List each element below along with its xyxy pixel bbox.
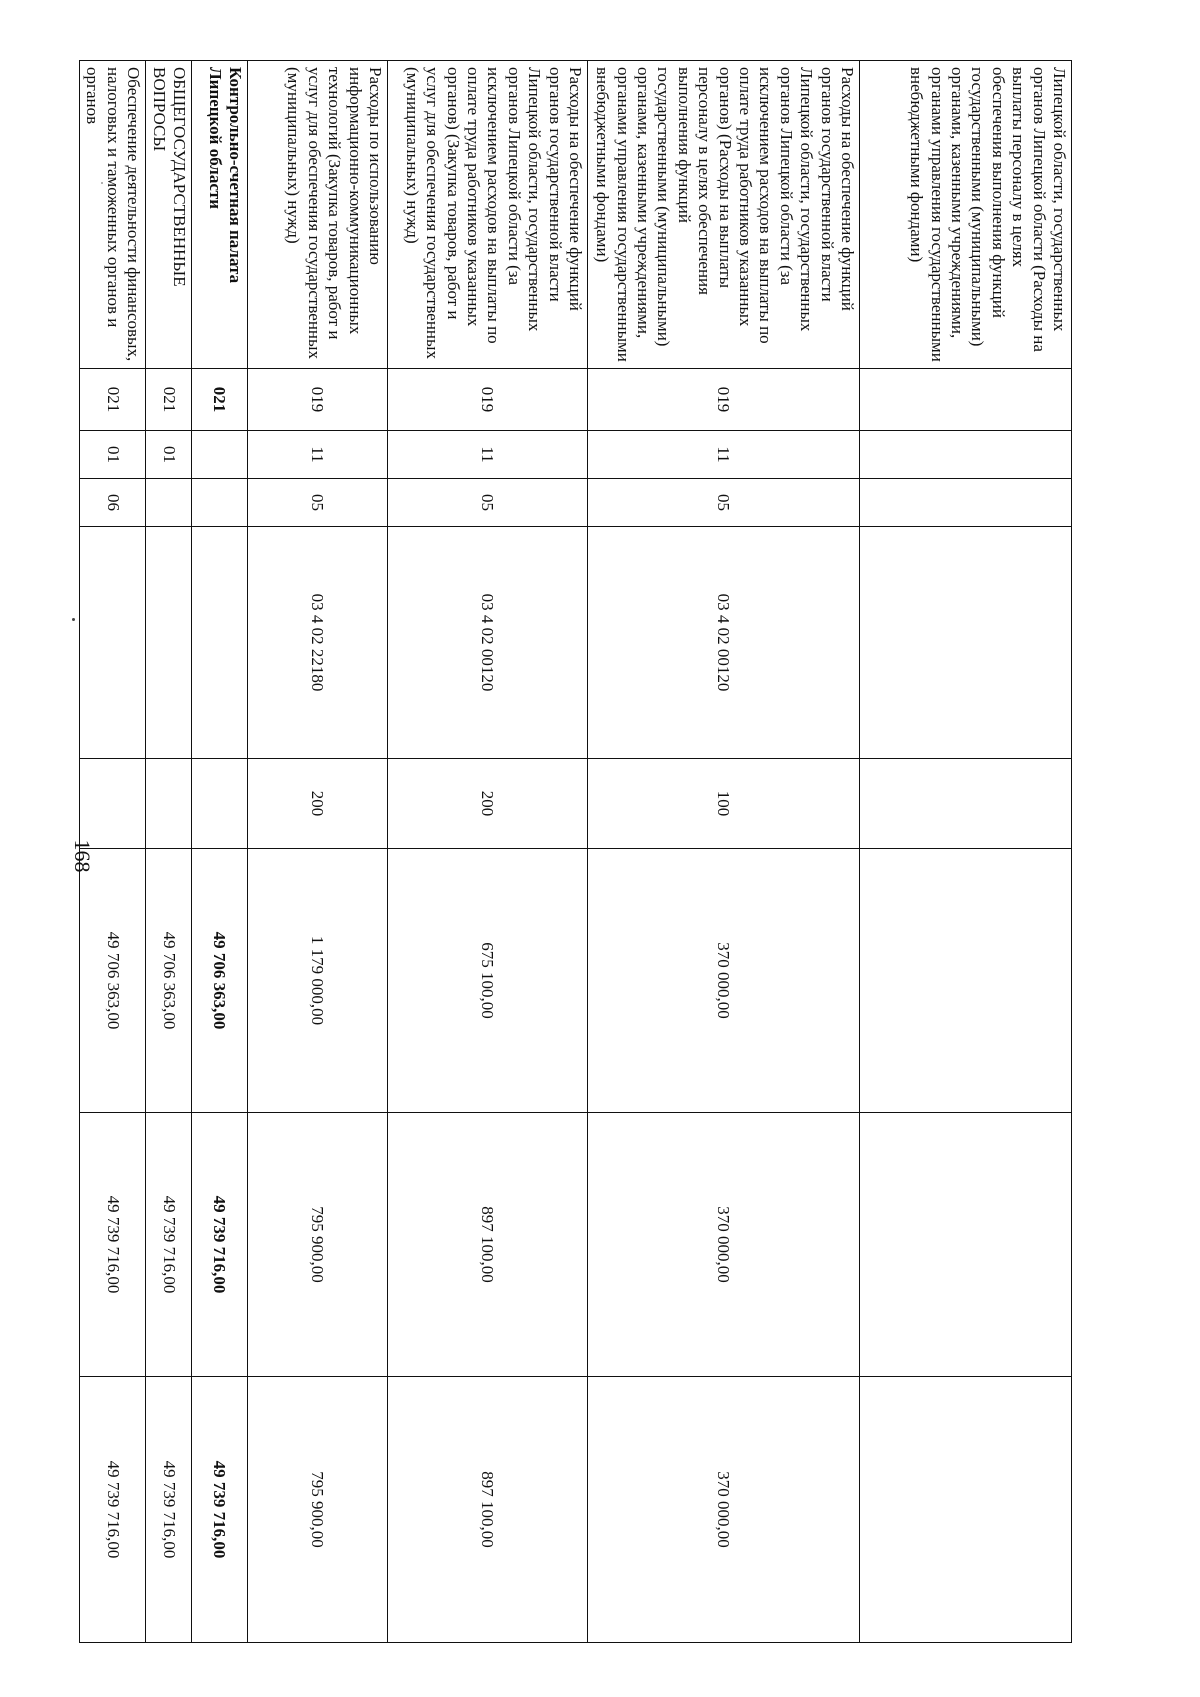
amount-year-2: 49 739 716,00 (192, 1113, 248, 1377)
row-description: Расходы на обеспечение функций органов государственной власти Липецкой области, государственных органов Липецкой области (за исключением расходов на выплаты по оплате труда работников указанных органов) (Расходы на выплаты персоналу в целях обеспечения выполнения функций государственными (муниципальными) органами, казенными учреждениями, органами управления государственными внебюджетными фондами) (588, 61, 860, 369)
amount-year-3: 795 900,00 (248, 1377, 388, 1643)
amount-year-3: 897 100,00 (388, 1377, 588, 1643)
table-body (80, 61, 1072, 1643)
target-article-code (860, 527, 1072, 759)
amount-year-1 (860, 849, 1072, 1113)
ministry-code: 021 (192, 369, 248, 431)
amount-year-3: 49 739 716,00 (146, 1377, 192, 1643)
section-code: 11 (588, 431, 860, 479)
expense-type-code: 200 (388, 759, 588, 849)
subsection-code: 05 (388, 479, 588, 527)
ministry-code: 019 (388, 369, 588, 431)
table-row (388, 61, 588, 1643)
subsection-code (860, 479, 1072, 527)
budget-table-rotated (83, 60, 1072, 1642)
subsection-code: 05 (588, 479, 860, 527)
section-code (192, 431, 248, 479)
subsection-code (146, 479, 192, 527)
expense-type-code (192, 759, 248, 849)
amount-year-3: 370 000,00 (588, 1377, 860, 1643)
section-code: 01 (146, 431, 192, 479)
budget-table (79, 60, 1072, 1643)
amount-year-1: 1 179 000,00 (248, 849, 388, 1113)
row-description: Контрольно-счетная палата Липецкой области (192, 61, 248, 369)
section-code: 11 (248, 431, 388, 479)
expense-type-code (80, 759, 146, 849)
expense-type-code: 200 (248, 759, 388, 849)
ministry-code: 021 (80, 369, 146, 431)
target-article-code (80, 527, 146, 759)
subsection-code: 06 (80, 479, 146, 527)
amount-year-1: 675 100,00 (388, 849, 588, 1113)
target-article-code (192, 527, 248, 759)
subsection-code: 05 (248, 479, 388, 527)
row-description: Расходы на обеспечение функций органов государственной власти Липецкой области, государственных органов Липецкой области (за исключением расходов на выплаты по оплате труда работников указанных органов) (Закупка товаров, работ и услуг для обеспечения государственных (муниципальных) нужд) (388, 61, 588, 369)
amount-year-2: 897 100,00 (388, 1113, 588, 1377)
section-code (860, 431, 1072, 479)
row-description: Липецкой области, государственных органов Липецкой области (Расходы на выплаты персоналу в целях обеспечения выполнения функций государственными (муниципальными) органами, казенными учреждениями, органами управления государственными внебюджетными фондами) (860, 61, 1072, 369)
expense-type-code: 100 (588, 759, 860, 849)
amount-year-3: 49 739 716,00 (80, 1377, 146, 1643)
target-article-code: 03 4 02 00120 (388, 527, 588, 759)
scan-speck (72, 618, 75, 621)
target-article-code: 03 4 02 00120 (588, 527, 860, 759)
amount-year-1: 49 706 363,00 (146, 849, 192, 1113)
ministry-code: 019 (248, 369, 388, 431)
amount-year-1: 49 706 363,00 (80, 849, 146, 1113)
ministry-code (860, 369, 1072, 431)
target-article-code (146, 527, 192, 759)
table-row (860, 61, 1072, 1643)
table-row (80, 61, 146, 1643)
page-number: 168 (70, 839, 95, 873)
table-row (146, 61, 192, 1643)
amount-year-3 (860, 1377, 1072, 1643)
section-code: 01 (80, 431, 146, 479)
amount-year-2: 370 000,00 (588, 1113, 860, 1377)
amount-year-2: 795 900,00 (248, 1113, 388, 1377)
expense-type-code (146, 759, 192, 849)
row-description: Расходы по использованию информационно-коммуникационных технологий (Закупка товаров, работ и услуг для обеспечения государственных (муниципальных) нужд) (248, 61, 388, 369)
amount-year-1: 370 000,00 (588, 849, 860, 1113)
table-row (588, 61, 860, 1643)
target-article-code: 03 4 02 22180 (248, 527, 388, 759)
subsection-code (192, 479, 248, 527)
amount-year-2: 49 739 716,00 (146, 1113, 192, 1377)
ministry-code: 021 (146, 369, 192, 431)
amount-year-3: 49 739 716,00 (192, 1377, 248, 1643)
amount-year-1: 49 706 363,00 (192, 849, 248, 1113)
table-row (248, 61, 388, 1643)
amount-year-2 (860, 1113, 1072, 1377)
section-code: 11 (388, 431, 588, 479)
expense-type-code (860, 759, 1072, 849)
row-description: Обеспечение деятельности финансовых, налоговых и таможенных органов и органов (80, 61, 146, 369)
row-description: ОБЩЕГОСУДАРСТВЕННЫЕ ВОПРОСЫ (146, 61, 192, 369)
amount-year-2: 49 739 716,00 (80, 1113, 146, 1377)
ministry-code: 019 (588, 369, 860, 431)
table-row (192, 61, 248, 1643)
